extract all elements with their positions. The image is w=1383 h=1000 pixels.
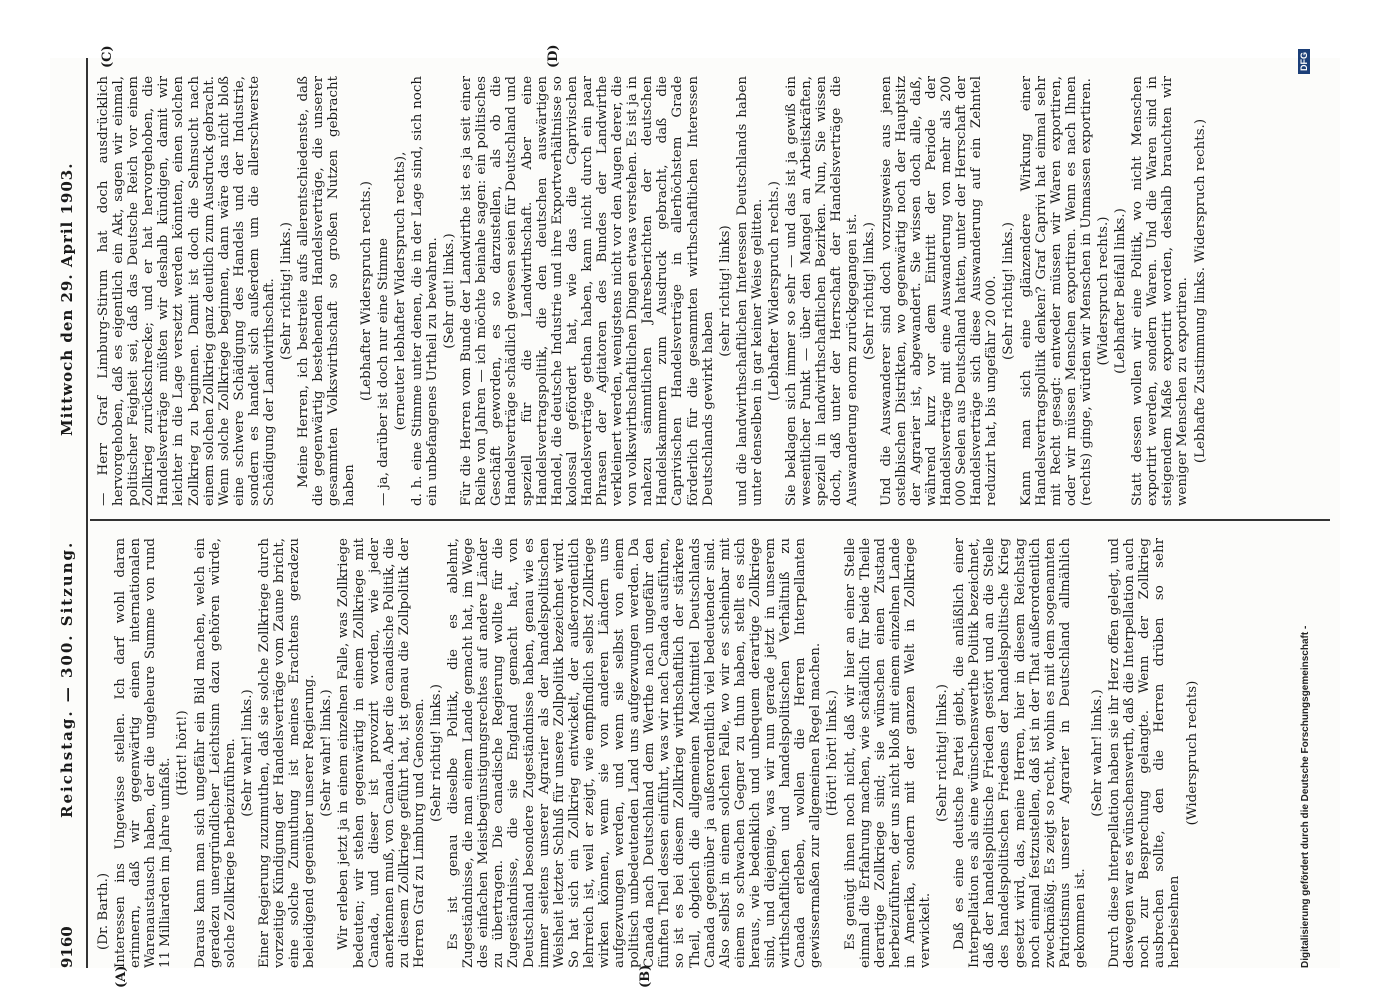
speech-paragraph: Meine Herren, ich bestreite aufs allerentschiedenste, daß die gegenwärtig bestehenden Handelsverträge, die unserer gesammten Volkswirthschaft so großen Nutzen gebracht haben <box>296 76 357 506</box>
column-divider <box>90 519 1330 521</box>
speech-paragraph: Durch diese Interpellation haben sie ihr Herz offen gelegt, und deswegen war es wünschenswerth, daß die Interpellation auch noch zur Besprechung gelangte. Wenn der Zollkrieg ausbrechen sollte, den die Herren drüben so sehr herbeisehnen <box>1107 538 1183 968</box>
speech-paragraph: Einer Regierung zuzumuthen, daß sie solche Zollkriege durch vorzeitige Kündigung der Handelsverträge vom Zaune bricht, eine solche Zumuthung ist meines Erachtens geradezu beleidigend gegenüber unserer Regierung. <box>256 538 318 968</box>
page-header <box>50 58 84 968</box>
right-column <box>96 76 1210 506</box>
speech-paragraph: Statt dessen wollen wir eine Politik, wo nicht Menschen exportirt werden, sondern Waren. Und die Waren sind in steigendem Maße exportirt worden, deshalb brauchten wir weniger Menschen zu exportiren. <box>1130 76 1191 506</box>
speech-paragraph: Und die Auswanderer sind doch vorzugsweise aus jenen ostelbischen Distrikten, wo gegenwärtig noch der Hauptsitz der Agrarier ist, abgewandert. Sie wissen doch alle, daß, während kurz vor dem Eintritt der Periode der Handelsverträge mit eine Auswanderung von mehr als 200 000 Seelen aus Deutschland hatten, unter der Herrschaft der Handelsverträge sich diese Auswanderung auf ein Zehntel reduzirt hat, bis ungefähr 20 000. <box>878 76 1000 506</box>
reaction-note: (sehr richtig! links) <box>717 225 733 357</box>
reaction-note: (Hört! hört!) <box>175 710 191 796</box>
session-date: Mittwoch den 29. April 1903. <box>58 162 76 436</box>
reaction-note: (Sehr richtig! links.) <box>279 222 295 360</box>
margin-marker-b: (B) <box>638 964 653 988</box>
speech-paragraph: d. h. eine Stimme unter denen, die in der Lage sind, sich noch ein unbefangenes Urtheil zu bewahren. <box>409 76 440 506</box>
reaction-note: (Sehr wahr! links.) <box>1090 689 1105 817</box>
reaction-note: (erneuter lebhafter Widerspruch rechts), <box>392 151 408 431</box>
reaction-note: (Widerspruch rechts) <box>1184 680 1200 826</box>
reaction-note: (Sehr richtig! links.) <box>861 222 877 360</box>
digitization-credit: Digitalisierung gefördert durch die Deutsche Forschungsgemeinschaft - <box>1300 625 1311 968</box>
reaction-note: (Sehr gut! links.) <box>442 233 458 349</box>
reaction-note: (Sehr richtig! links.) <box>935 684 951 822</box>
dfg-logo: DFG <box>1298 49 1310 74</box>
reaction-note: (Sehr wahr! links.) <box>319 689 335 817</box>
reaction-note: (Lebhafter Beifall links.) <box>1113 208 1129 374</box>
page-title: Reichstag. — 300. Sitzung. <box>58 540 76 818</box>
speech-paragraph: Kann man sich eine glänzendere Wirkung einer Handelsvertragspolitik denken? Graf Caprivi hat einmal sehr mit Recht gesagt: entweder müssen wir Waren exportiren, oder wir müssen Menschen exportiren. Wenn es nach Ihnen (rechts) ginge, würden wir Menschen in Unmassen exportiren. <box>1018 76 1094 506</box>
speech-paragraph: — ja, darüber ist doch nur eine Stimme <box>375 238 391 506</box>
speech-paragraph: Daß es eine deutsche Partei giebt, die anläßlich einer Interpellation es als eine wünschenswerthe Politik bezeichnet, daß der handelspolitische Frieden gestört und an die Stelle des handelspolitischen Friedens der handelspolitische Krieg gesetzt wird, das, meine Herren, hier in diesem Reichstag noch einmal festzustellen, daß ist in der That außerordentlich zweckmäßig. Es zeigt so recht, wohin es mit dem sogenannten Patriotismus unserer Agrarier in Deutschland allmählich gekommen ist. <box>952 538 1088 968</box>
speech-paragraph: und die landwirthschaftlichen Interessen Deutschlands haben unter denselben in gar keiner Weise gelitten. <box>734 76 765 506</box>
reaction-note: (Lebhafte Zustimmung links. Widerspruch rechts.) <box>1192 118 1208 464</box>
reaction-note: (Sehr wahr! links.) <box>239 689 255 817</box>
speech-paragraph: Interessen ins Ungewisse stellen. Ich darf wohl daran erinnern, daß wir gegenwärtig einen internationalen Warenaustausch haben, der die ungeheure Summe von rund 11 Milliarden im Jahre umfaßt. <box>113 538 174 968</box>
reaction-note: (Lebhafter Widerspruch rechts.) <box>358 181 374 401</box>
page-number: 9160 <box>58 926 76 968</box>
speech-paragraph: Es ist genau dieselbe Politik, die es ablehnt, Zugeständnisse, die man einem Lande gemacht hat, im Wege des einfachen Meistbegünstigungsrechtes auf andere Länder zu übertragen. Die canadische Regierung wollte für die Zugeständnisse, die sie England gemacht hat, von Deutschland besondere Zugeständnisse haben, genau wie es immer seitens unserer Agrarier als der handelspolitischen Weisheit letzter Schluß für unsere Zollpolitik bezeichnet wird. So hat sich ein Zollkrieg entwickelt, der außerordentlich lehrreich ist, weil er zeigt, wie empfindlich selbst Zollkriege wirken können, wenn sie von anderen Ländern uns aufgezwungen werden, und wenn sie selbst von einem politisch unbedeutenden Land uns aufgezwungen werden. Da Canada nach Deutschland dem Werthe nach ungefähr den fünften Theil dessen einführt, was wir nach Canada ausführen, so ist es bei diesem Zollkrieg wirthschaftlich der stärkere Theil, obgleich die allgemeinen Machtmittel Deutschlands Canada gegenüber ja außerordentlich viel bedeutender sind. Also selbst in einem solchen Falle, wo wir es scheinbar mit einem so schwachen Gegner zu thun haben, stellt es sich heraus, wie bedenklich und unbequem derartige Zollkriege sind, und diejenige, was wir nun gerade jetzt in unserem wirthschaftlichen und handelspolitischen Verhältniß zu Canada erleben, wollen die Herren Interpellanten gewissermaßen zur allgemeinen Regel machen. <box>446 538 824 968</box>
speech-paragraph: Für die Herren vom Bunde der Landwirthe ist es ja seit einer Reihe von Jahren — ich möchte beinahe sagen: ein politisches Geschäft geworden, es so darzustellen, als ob die Handelsverträge schädlich gewesen seien für Deutschland und speziell für die Landwirthschaft. Aber eine Handelsvertragspolitik, die den deutschen auswärtigen Handel, die deutsche Industrie und ihre Exportverhältnisse so kolossal gefördert hat, wie das die Caprivischen Handelsverträge gethan haben, kann nicht durch ein paar Phrasen der Agitatoren des Bundes der Landwirthe verkleinert werden, wenigstens nicht vor den Augen derer, die von volkswirthschaftlichen Dingen etwas verstehen. Es ist ja in nahezu sämmtlichen Jahresberichten der deutschen Handelskammern zum Ausdruck gebracht, daß die Caprivischen Handelsverträge in allerhöchstem Grade förderlich für die gesammten wirthschaftlichen Interessen Deutschlands gewirkt haben <box>459 75 716 506</box>
speech-paragraph: Wir erleben jetzt ja in einem einzelnen Falle, was Zollkriege bedeuten; wir stehen gegenwärtig in einem Zollkriege mit Canada, und dieser ist provozirt worden, wie jeder anerkennen muß, von Canada. Aber die canadische Politik, die zu diesem Zollkriege geführt hat, ist genau die Zollpolitik der Herren Graf zu Limburg und Genossen. <box>336 538 427 968</box>
reaction-note: (Widerspruch rechts.) <box>1096 216 1111 366</box>
reaction-note: (Sehr richtig! links.) <box>428 684 444 822</box>
margin-marker-d: (D) <box>546 44 561 68</box>
speech-paragraph: Sie beklagen sich immer so sehr — und das ist ja gewiß ein wesentlicher Punkt — über den Mangel an Arbeitskräften, speziell in landwirthschaftlichen Bezirken. Nun, Sie wissen doch, daß unter der Herrschaft der Handelsverträge die Auswanderung enorm zurückgegangen ist. <box>784 76 860 506</box>
speech-paragraph: Daraus kann man sich ungefähr ein Bild machen, welch ein geradezu unergründlicher Leichtsinn dazu gehören würde, solche Zollkriege herbeizuführen. <box>192 538 238 968</box>
margin-marker-a: (A) <box>114 965 129 988</box>
speaker-label: (Dr. Barth.) <box>96 872 111 950</box>
left-column <box>96 538 1202 968</box>
reaction-note: (Lebhafter Widerspruch rechts.) <box>767 181 783 401</box>
rotated-document-page <box>50 44 1340 988</box>
margin-marker-c: (C) <box>100 45 115 68</box>
speech-paragraph: — Herr Graf Limburg-Stirum hat doch ausdrücklich hervorgehoben, daß es eigentlich ein Akt, sagen wir einmal, politischer Feigheit sei, daß das Deutsche Reich vor einem Zollkrieg zurückschrecke; und er hat hervorgehoben, die Handelsverträge müßten wir deshalb kündigen, damit wir leichter in die Lage versetzt werden könnten, einen solchen Zollkrieg zu beginnen. Damit ist doch die Sehnsucht nach einem solchen Zollkrieg ganz deutlich zum Ausdruck gebracht. Wenn solche Zollkriege beginnen, dann wäre das nicht bloß eine schwere Schädigung des Handels und der Industrie, sondern es handelt sich außerdem um die allerschwerste Schädigung der Landwirthschaft. <box>96 76 278 506</box>
reaction-note: (Sehr richtig! links.) <box>1001 222 1017 360</box>
header-rule <box>86 58 88 968</box>
reaction-note: (Hört! hört! links.) <box>825 689 841 817</box>
speech-paragraph: Es genügt ihnen noch nicht, daß wir hier an einer Stelle einmal die Erfahrung machen, wie schädlich für beide Theile derartige Zollkriege sind; sie wünschen einen Zustand herbeizuführen, der uns nicht bloß mit einem einzelnen Lande in Amerika, sondern mit der ganzen Welt in Zollkriege verwickelt. <box>842 538 933 968</box>
